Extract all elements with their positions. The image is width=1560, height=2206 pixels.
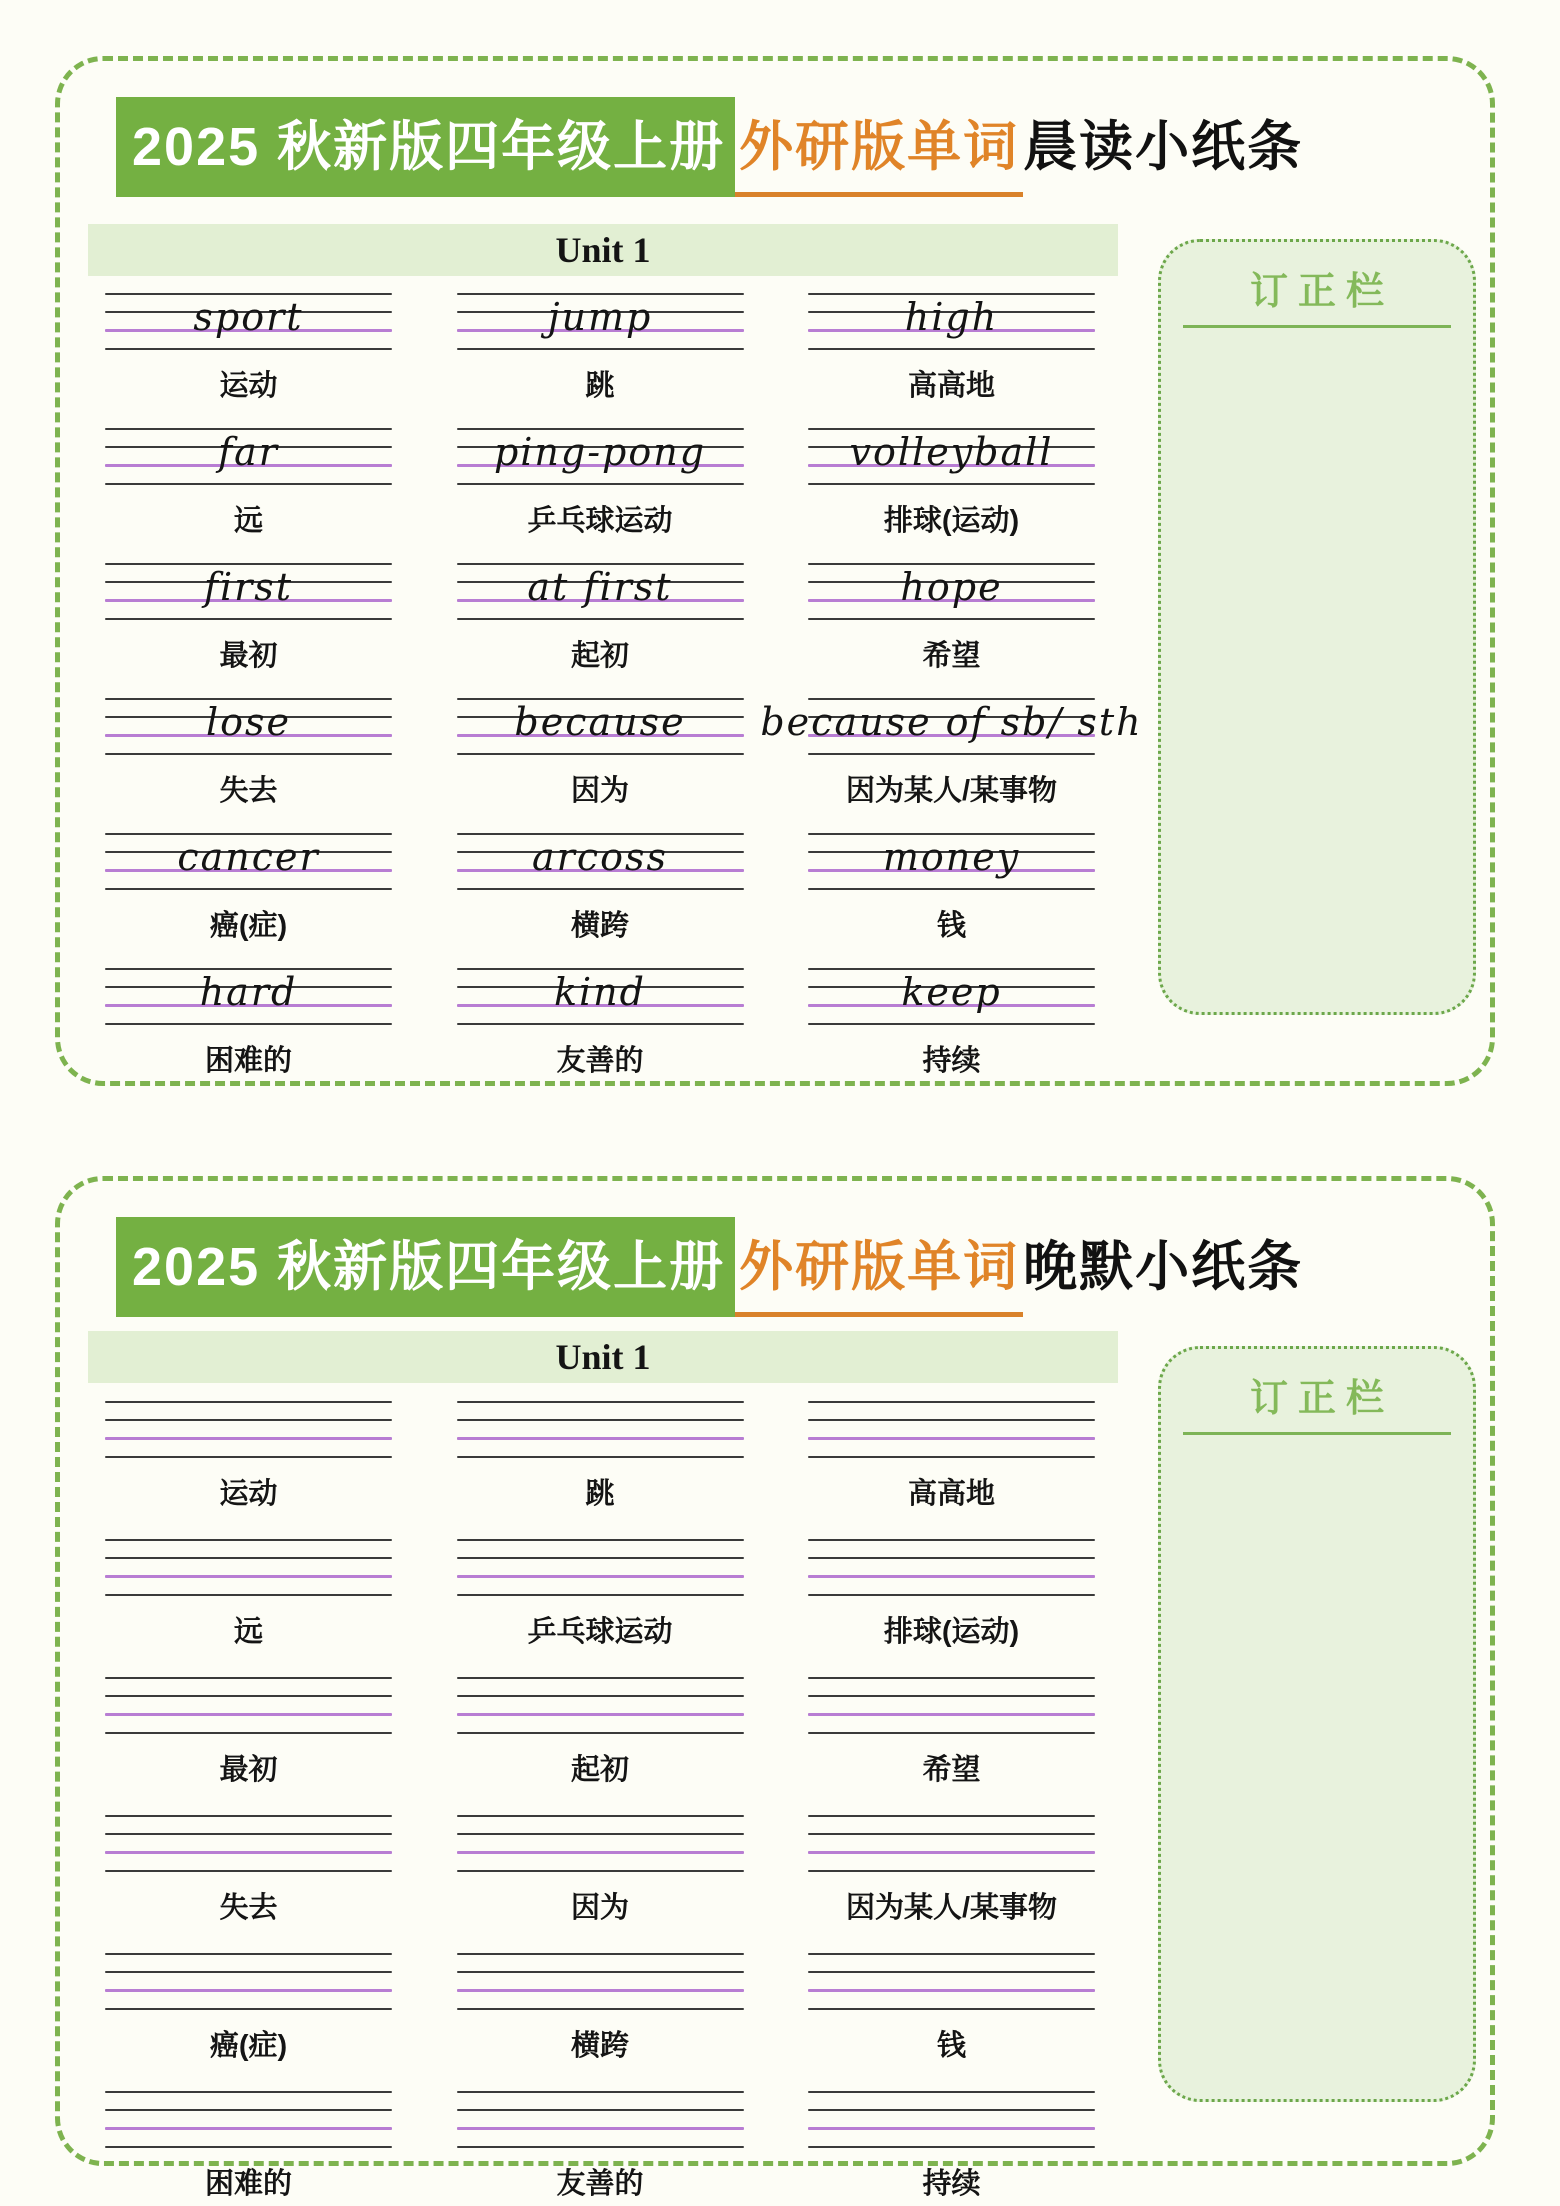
chinese-translation: 友善的 xyxy=(556,2168,644,2200)
chinese-translation: 癌(症) xyxy=(209,910,288,942)
writing-guide-lines xyxy=(808,428,1095,486)
guide-line xyxy=(808,483,1095,485)
word-cell xyxy=(105,2091,392,2202)
word-row xyxy=(105,698,1143,809)
panel-title xyxy=(116,1217,1303,1317)
word-cell xyxy=(808,968,1095,1079)
word-cell xyxy=(808,563,1095,674)
word-cell xyxy=(808,1401,1095,1512)
chinese-translation: 持续 xyxy=(922,2168,981,2200)
word-cell xyxy=(105,1539,392,1650)
chinese-translation: 最初 xyxy=(219,640,278,672)
word-cell xyxy=(457,1815,744,1926)
guide-line xyxy=(808,2091,1095,2093)
guide-line xyxy=(457,2008,744,2010)
english-word: money xyxy=(882,835,1021,879)
guide-line xyxy=(457,753,744,755)
guide-line xyxy=(457,1539,744,1541)
evening-dictation-panel xyxy=(55,1176,1495,2200)
guide-line xyxy=(457,618,744,620)
guide-line-purple xyxy=(457,1713,744,1716)
word-cell xyxy=(457,428,744,539)
writing-guide-lines xyxy=(105,1677,392,1735)
word-cell xyxy=(808,1953,1095,2064)
writing-guide-lines xyxy=(457,968,744,1026)
guide-line xyxy=(105,483,392,485)
word-cell xyxy=(457,2091,744,2202)
writing-guide-lines xyxy=(105,1815,392,1873)
writing-guide-lines xyxy=(457,1815,744,1873)
word-cell xyxy=(457,1677,744,1788)
correction-box-title: 订正栏 xyxy=(1249,271,1394,313)
chinese-translation: 因为 xyxy=(570,775,629,807)
chinese-translation: 希望 xyxy=(922,640,981,672)
guide-line xyxy=(808,1695,1095,1697)
chinese-translation: 钱 xyxy=(936,910,966,942)
writing-guide-lines xyxy=(105,1953,392,2011)
word-row xyxy=(105,1539,1095,1650)
word-row xyxy=(105,1815,1095,1926)
guide-line xyxy=(457,2091,744,2093)
word-row xyxy=(105,1677,1095,1788)
guide-line xyxy=(105,1815,392,1817)
guide-line-purple xyxy=(105,2127,392,2130)
guide-line-purple xyxy=(105,1575,392,1578)
word-cell xyxy=(457,293,744,404)
english-word: hard xyxy=(199,970,298,1014)
writing-guide-lines xyxy=(457,1953,744,2011)
title-highlight-green: 2025 秋新版四年级上册 xyxy=(116,97,735,197)
word-cell xyxy=(457,563,744,674)
correction-divider xyxy=(1183,325,1451,328)
guide-line xyxy=(457,2109,744,2111)
chinese-translation: 困难的 xyxy=(204,1045,292,1077)
guide-line xyxy=(105,888,392,890)
chinese-translation: 因为 xyxy=(570,1892,629,1924)
guide-line xyxy=(808,1023,1095,1025)
guide-line xyxy=(808,2146,1095,2148)
word-row xyxy=(105,2091,1095,2202)
writing-guide-lines xyxy=(457,1677,744,1735)
english-word: arcoss xyxy=(532,835,668,879)
guide-line xyxy=(457,348,744,350)
guide-line xyxy=(457,1023,744,1025)
guide-line xyxy=(457,1456,744,1458)
english-word: because xyxy=(514,700,686,744)
writing-guide-lines xyxy=(808,2091,1095,2149)
chinese-translation: 远 xyxy=(233,505,263,537)
guide-line xyxy=(105,1953,392,1955)
writing-guide-lines xyxy=(457,833,744,891)
chinese-translation: 钱 xyxy=(936,2030,966,2062)
writing-guide-lines xyxy=(105,1539,392,1597)
writing-guide-lines xyxy=(808,833,1095,891)
correction-divider xyxy=(1183,1432,1451,1435)
writing-guide-lines xyxy=(457,1539,744,1597)
guide-line xyxy=(808,1677,1095,1679)
guide-line xyxy=(457,888,744,890)
guide-line xyxy=(457,1833,744,1835)
guide-line xyxy=(808,1456,1095,1458)
word-cell xyxy=(105,968,392,1079)
chinese-translation: 失去 xyxy=(219,775,278,807)
english-word: lose xyxy=(205,700,292,744)
correction-box xyxy=(1158,239,1476,1015)
guide-line xyxy=(808,1594,1095,1596)
english-word: cancer xyxy=(177,835,320,879)
writing-guide-lines xyxy=(457,2091,744,2149)
guide-line xyxy=(105,1870,392,1872)
writing-guide-lines xyxy=(105,698,392,756)
word-row xyxy=(105,293,1095,404)
chinese-translation: 因为某人/某事物 xyxy=(845,1892,1058,1924)
guide-line xyxy=(808,888,1095,890)
guide-line xyxy=(808,1401,1095,1403)
guide-line-purple xyxy=(105,1851,392,1854)
guide-line xyxy=(808,1833,1095,1835)
guide-line-purple xyxy=(808,2127,1095,2130)
guide-line xyxy=(457,483,744,485)
guide-line-purple xyxy=(808,1437,1095,1440)
guide-line-purple xyxy=(808,1989,1095,1992)
english-word: jump xyxy=(547,295,653,339)
chinese-translation: 乒乓球运动 xyxy=(527,505,673,537)
word-row xyxy=(105,563,1095,674)
guide-line xyxy=(105,1971,392,1973)
guide-line xyxy=(808,348,1095,350)
guide-line xyxy=(105,1594,392,1596)
guide-line xyxy=(808,1539,1095,1541)
chinese-translation: 因为某人/某事物 xyxy=(845,775,1058,807)
word-row xyxy=(105,428,1095,539)
writing-guide-lines xyxy=(457,293,744,351)
guide-line-purple xyxy=(457,1989,744,1992)
english-word: at first xyxy=(527,565,673,609)
english-word: kind xyxy=(554,970,646,1014)
guide-line xyxy=(105,2091,392,2093)
chinese-translation: 排球(运动) xyxy=(883,505,1020,537)
word-cell xyxy=(105,1815,392,1926)
writing-guide-lines xyxy=(808,968,1095,1026)
writing-guide-lines xyxy=(105,833,392,891)
guide-line xyxy=(105,1732,392,1734)
chinese-translation: 起初 xyxy=(570,640,629,672)
english-word: first xyxy=(203,565,294,609)
guide-line xyxy=(105,1401,392,1403)
chinese-translation: 跳 xyxy=(585,1478,615,1510)
chinese-translation: 横跨 xyxy=(570,910,629,942)
guide-line xyxy=(457,2146,744,2148)
english-word: keep xyxy=(901,970,1002,1014)
guide-line xyxy=(105,2109,392,2111)
writing-guide-lines xyxy=(105,428,392,486)
word-row xyxy=(105,1401,1095,1512)
chinese-translation: 癌(症) xyxy=(209,2030,288,2062)
english-word: volleyball xyxy=(849,430,1054,474)
english-word: far xyxy=(218,430,279,474)
english-word: hope xyxy=(900,565,1003,609)
guide-line xyxy=(808,618,1095,620)
word-cell xyxy=(105,563,392,674)
title-orange-underlined: 外研版单词 xyxy=(735,97,1023,197)
guide-line xyxy=(105,1023,392,1025)
word-cell xyxy=(105,698,392,809)
chinese-translation: 跳 xyxy=(585,370,615,402)
guide-line xyxy=(808,1870,1095,1872)
word-cell xyxy=(105,428,392,539)
guide-line xyxy=(105,2146,392,2148)
guide-line xyxy=(105,1677,392,1679)
writing-guide-lines xyxy=(808,293,1095,351)
title-black: 晨读小纸条 xyxy=(1023,117,1304,177)
guide-line-purple xyxy=(457,1437,744,1440)
english-word: ping-pong xyxy=(493,430,707,474)
word-cell xyxy=(457,968,744,1079)
chinese-translation: 困难的 xyxy=(204,2168,292,2200)
word-row xyxy=(105,1953,1095,2064)
title-highlight-green: 2025 秋新版四年级上册 xyxy=(116,1217,735,1317)
writing-guide-lines xyxy=(808,1539,1095,1597)
guide-line xyxy=(457,1401,744,1403)
chinese-translation: 高高地 xyxy=(907,370,995,402)
word-cell xyxy=(105,833,392,944)
word-cell xyxy=(808,833,1095,944)
writing-guide-lines xyxy=(808,1677,1095,1735)
writing-guide-lines xyxy=(457,698,744,756)
guide-line xyxy=(105,618,392,620)
guide-line xyxy=(105,753,392,755)
correction-box-title: 订正栏 xyxy=(1249,1378,1394,1420)
guide-line-purple xyxy=(808,1713,1095,1716)
writing-guide-lines xyxy=(808,1953,1095,2011)
unit-header: Unit 1 xyxy=(88,1331,1118,1383)
word-cell xyxy=(808,428,1095,539)
writing-guide-lines xyxy=(105,2091,392,2149)
guide-line xyxy=(105,2008,392,2010)
word-cell xyxy=(457,698,744,809)
guide-line xyxy=(808,753,1095,755)
word-cell xyxy=(105,1953,392,2064)
chinese-translation: 持续 xyxy=(922,1045,981,1077)
guide-line xyxy=(105,1833,392,1835)
guide-line xyxy=(457,1677,744,1679)
english-word: high xyxy=(904,295,999,339)
chinese-translation: 友善的 xyxy=(556,1045,644,1077)
guide-line xyxy=(457,1695,744,1697)
word-cell xyxy=(808,2091,1095,2202)
word-row xyxy=(105,833,1095,944)
guide-line xyxy=(808,2109,1095,2111)
word-grid xyxy=(105,1401,1095,2206)
guide-line xyxy=(105,1539,392,1541)
chinese-translation: 高高地 xyxy=(907,1478,995,1510)
guide-line xyxy=(105,348,392,350)
chinese-translation: 希望 xyxy=(922,1754,981,1786)
guide-line xyxy=(105,1456,392,1458)
guide-line xyxy=(457,1870,744,1872)
word-cell xyxy=(808,1539,1095,1650)
word-cell xyxy=(760,698,1143,809)
word-cell xyxy=(457,1953,744,2064)
guide-line-purple xyxy=(457,2127,744,2130)
word-cell xyxy=(808,293,1095,404)
chinese-translation: 起初 xyxy=(570,1754,629,1786)
guide-line xyxy=(457,1419,744,1421)
guide-line xyxy=(105,1557,392,1559)
writing-guide-lines xyxy=(808,1401,1095,1459)
panel-title xyxy=(116,97,1303,197)
title-orange-underlined: 外研版单词 xyxy=(735,1217,1023,1317)
guide-line xyxy=(457,1815,744,1817)
chinese-translation: 横跨 xyxy=(570,2030,629,2062)
guide-line xyxy=(105,1419,392,1421)
correction-box xyxy=(1158,1346,1476,2102)
word-cell xyxy=(105,1401,392,1512)
writing-guide-lines xyxy=(457,428,744,486)
title-black: 晚默小纸条 xyxy=(1023,1237,1304,1297)
word-cell xyxy=(105,1677,392,1788)
guide-line-purple xyxy=(808,1575,1095,1578)
word-cell xyxy=(808,1677,1095,1788)
guide-line xyxy=(808,1971,1095,1973)
word-cell xyxy=(808,1815,1095,1926)
guide-line xyxy=(808,1815,1095,1817)
guide-line-purple xyxy=(105,1713,392,1716)
writing-guide-lines xyxy=(760,698,1143,756)
guide-line-purple xyxy=(457,1575,744,1578)
chinese-translation: 最初 xyxy=(219,1754,278,1786)
guide-line-purple xyxy=(457,1851,744,1854)
guide-line-purple xyxy=(105,1989,392,1992)
guide-line xyxy=(457,1732,744,1734)
word-cell xyxy=(457,1539,744,1650)
writing-guide-lines xyxy=(105,968,392,1026)
word-row xyxy=(105,968,1095,1079)
guide-line xyxy=(808,2008,1095,2010)
chinese-translation: 运动 xyxy=(219,370,278,402)
chinese-translation: 远 xyxy=(233,1616,263,1648)
guide-line xyxy=(457,1971,744,1973)
guide-line xyxy=(457,1557,744,1559)
english-word: because of sb/ sth xyxy=(760,700,1143,744)
guide-line xyxy=(808,1419,1095,1421)
guide-line xyxy=(808,1557,1095,1559)
word-grid xyxy=(105,293,1143,1103)
word-cell xyxy=(457,833,744,944)
guide-line xyxy=(457,1953,744,1955)
guide-line xyxy=(457,1594,744,1596)
word-cell xyxy=(105,293,392,404)
guide-line xyxy=(808,1732,1095,1734)
guide-line xyxy=(808,1953,1095,1955)
chinese-translation: 运动 xyxy=(219,1478,278,1510)
chinese-translation: 排球(运动) xyxy=(883,1616,1020,1648)
guide-line-purple xyxy=(808,1851,1095,1854)
guide-line xyxy=(105,1695,392,1697)
writing-guide-lines xyxy=(105,1401,392,1459)
chinese-translation: 乒乓球运动 xyxy=(527,1616,673,1648)
morning-reading-panel xyxy=(55,56,1495,1086)
writing-guide-lines xyxy=(105,293,392,351)
writing-guide-lines xyxy=(808,1815,1095,1873)
english-word: sport xyxy=(193,295,304,339)
unit-header: Unit 1 xyxy=(88,224,1118,276)
writing-guide-lines xyxy=(457,1401,744,1459)
guide-line-purple xyxy=(105,1437,392,1440)
writing-guide-lines xyxy=(457,563,744,621)
writing-guide-lines xyxy=(105,563,392,621)
chinese-translation: 失去 xyxy=(219,1892,278,1924)
word-cell xyxy=(457,1401,744,1512)
writing-guide-lines xyxy=(808,563,1095,621)
